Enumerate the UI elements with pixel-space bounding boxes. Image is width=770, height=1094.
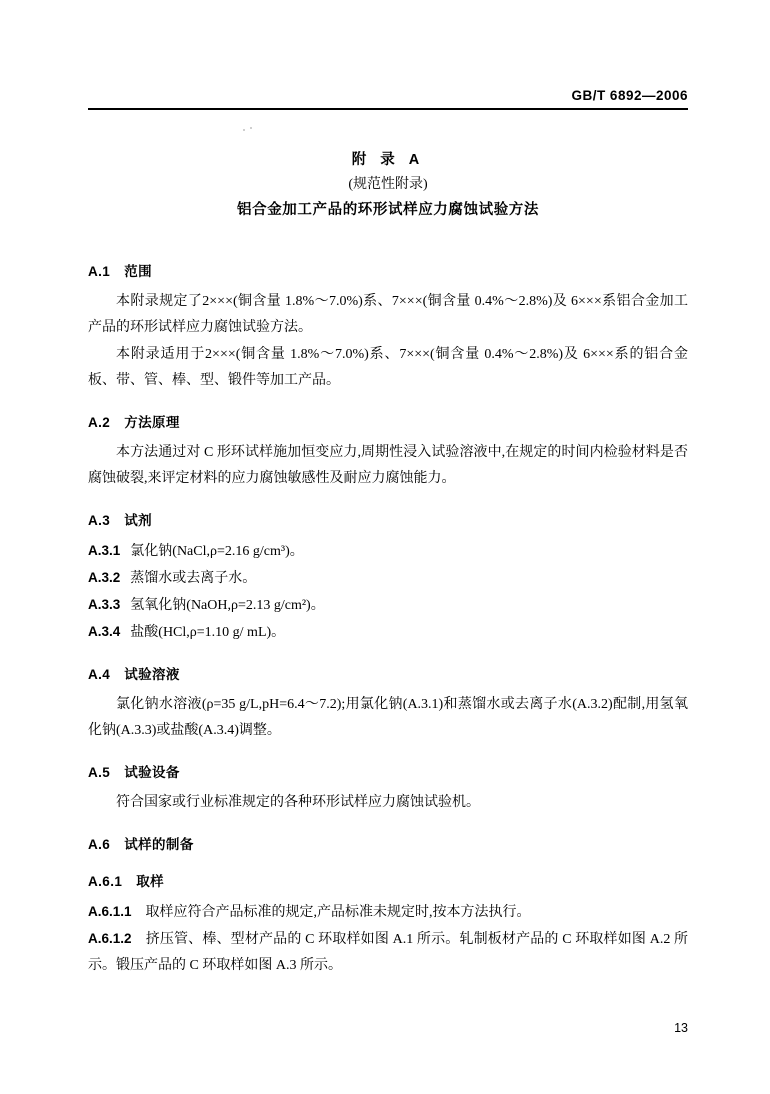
list-item-a3-3 [88,592,688,619]
page-content [88,0,688,1094]
section-title-a3: 试剂 [124,513,153,528]
item-label: A.3.3 [88,597,121,612]
section-title-a5: 试验设备 [124,765,180,780]
appendix-type: (规范性附录) [348,177,428,192]
section-heading-a1 [88,260,688,280]
paragraph-a1-2: 本附录适用于2×××(铜含量 1.8%～7.0%)系、7×××(铜含量 0.4%～2.8%)及 6×××系的铝合金板、带、管、棒、型、锻件等加工产品。 [88,347,688,388]
item-text: 氢氧化钠(NaOH,ρ=2.13 g/cm²)。 [130,598,325,613]
header-rule [88,108,688,110]
list-item-a3-4 [88,619,688,646]
paragraph-a2-1: 本方法通过对 C 形环试样施加恒变应力,周期性浸入试验溶液中,在规定的时间内检验材料是否腐蚀破裂,来评定材料的应力腐蚀敏感性及耐应力腐蚀能力。 [88,445,688,486]
appendix-name: 铝合金加工产品的环形试样应力腐蚀试验方法 [237,202,539,218]
list-item-a3-2 [88,565,688,592]
item-label: A.3.1 [88,543,121,558]
section-heading-a2 [88,411,688,431]
section-number-a6: A.6 [88,837,111,852]
item-text: 氯化钠(NaCl,ρ=2.16 g/cm³)。 [130,544,304,559]
subsection-number-a61: A.6.1 [88,874,123,889]
section-number-a3: A.3 [88,513,111,528]
section-number-a2: A.2 [88,415,111,430]
section-heading-a4 [88,663,688,683]
list-item-a611 [88,899,688,926]
section-number-a4: A.4 [88,667,111,682]
document-body [88,243,688,979]
section-title-a1: 范围 [124,264,153,279]
item-label: A.3.4 [88,624,121,639]
section-title-a4: 试验溶液 [124,667,180,682]
section-heading-a6 [88,833,688,853]
section-title-a2: 方法原理 [124,415,180,430]
page-number: 13 [674,1021,688,1035]
item-label: A.6.1.2 [88,931,132,946]
subsection-title-a61: 取样 [136,874,165,889]
page-header-standard-number: GB/T 6892—2006 [571,88,688,103]
section-number-a5: A.5 [88,765,111,780]
paragraph-a5-1: 符合国家或行业标准规定的各种环形试样应力腐蚀试验机。 [116,795,480,810]
subsection-heading-a61 [88,870,688,890]
section-title-a6: 试样的制备 [124,837,194,852]
section-heading-a5 [88,761,688,781]
paragraph-a4-1: 氯化钠水溶液(ρ=35 g/L,pH=6.4～7.2);用氯化钠(A.3.1)和蒸馏水或去离子水(A.3.2)配制,用氢氧化钠(A.3.3)或盐酸(A.3.4)调整。 [88,697,688,738]
item-text: 盐酸(HCl,ρ=1.10 g/ mL)。 [130,625,286,640]
list-item-a3-1 [88,538,688,565]
item-label: A.3.2 [88,570,121,585]
section-number-a1: A.1 [88,264,111,279]
paragraph-a1-1: 本附录规定了2×××(铜含量 1.8%～7.0%)系、7×××(铜含量 0.4%～2.8%)及 6×××系铝合金加工产品的环形试样应力腐蚀试验方法。 [88,294,688,335]
item-label: A.6.1.1 [88,904,132,919]
list-item-a612 [88,926,688,979]
item-text: 取样应符合产品标准的规定,产品标准未规定时,按本方法执行。 [145,905,531,920]
item-text: 蒸馏水或去离子水。 [130,571,257,586]
section-heading-a3 [88,509,688,529]
item-text: 挤压管、棒、型材产品的 C 环取样如图 A.1 所示。轧制板材产品的 C 环取样如图 A.2 所示。锻压产品的 C 环取样如图 A.3 所示。 [88,932,688,973]
appendix-label: 附 录 A [351,152,425,168]
